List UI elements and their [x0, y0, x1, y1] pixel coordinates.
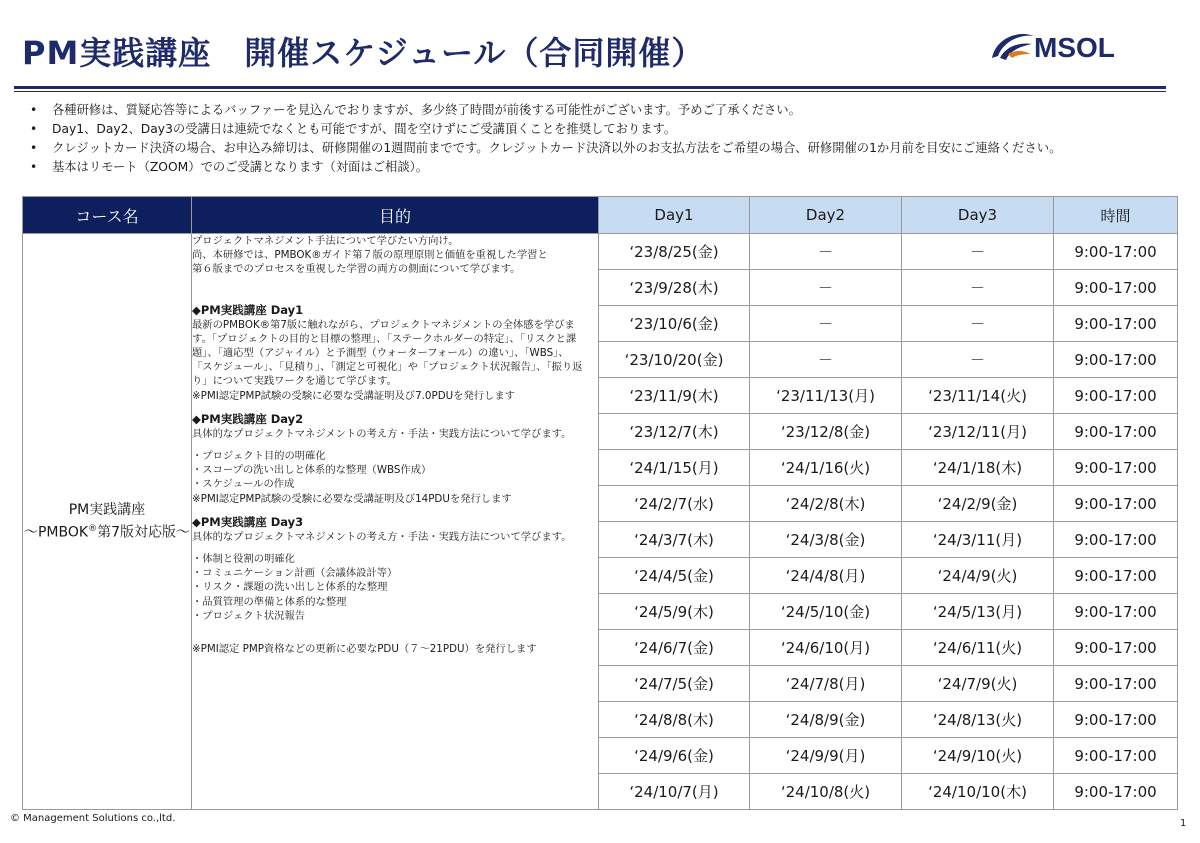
day3-date: ‘24/8/13(火) — [902, 702, 1054, 738]
purpose-cell — [192, 234, 599, 810]
page-number: 1 — [1180, 818, 1187, 829]
day1-date: ‘24/2/7(水) — [599, 486, 750, 522]
day1-date: ‘24/4/5(金) — [599, 558, 750, 594]
session-time: 9:00-17:00 — [1054, 702, 1178, 738]
logo-wordmark: MSOL — [1034, 32, 1115, 63]
session-time: 9:00-17:00 — [1054, 666, 1178, 702]
day2-date: ‘24/6/10(月) — [750, 630, 902, 666]
course-name: PM実践講座 — [68, 501, 146, 518]
day3-date: ‘24/7/9(火) — [902, 666, 1054, 702]
day2-date: ‘24/3/8(金) — [750, 522, 902, 558]
day2-date: ‘24/4/8(月) — [750, 558, 902, 594]
schedule-table — [22, 196, 1178, 810]
day1-date: ‘23/9/28(木) — [599, 270, 750, 306]
day3-date: － — [902, 306, 1054, 342]
purpose-intro-line: 尚、本研修では、PMBOK®ガイド第７版の原理原則と価値を重視した学習と — [192, 249, 548, 262]
session-time: 9:00-17:00 — [1054, 450, 1178, 486]
day2-date: － — [750, 270, 902, 306]
session-time: 9:00-17:00 — [1054, 234, 1178, 270]
day2-date: － — [750, 306, 902, 342]
day2-description: 具体的なプロジェクトマネジメントの考え方・手法・実践方法について学びます。 — [192, 427, 572, 440]
day1-line: 題」、「適応型（アジャイル）と予測型（ウォーターフォール）の違い」、「WBS」、 — [192, 347, 569, 360]
header-course: コース名 — [23, 197, 192, 234]
session-time: 9:00-17:00 — [1054, 774, 1178, 810]
day1-date: ‘23/10/6(金) — [599, 306, 750, 342]
header-day3: Day3 — [902, 197, 1054, 234]
header-day2: Day2 — [750, 197, 902, 234]
day2-item: ※PMI認定PMP試験の受験に必要な受講証明及び14PDUを発行します — [192, 492, 512, 505]
note-item: • Day1、Day2、Day3の受講日は連続でなくとも可能ですが、間を空けずにご受講頂くことを推奨しております。 — [30, 120, 1061, 139]
swoosh-logo-icon — [988, 28, 1036, 68]
header-day1: Day1 — [599, 197, 750, 234]
day3-date: ‘24/3/11(月) — [902, 522, 1054, 558]
purpose-intro-line: 第６版までのプロセスを重視した学習の両方の側面について学びます。 — [192, 263, 521, 276]
session-time: 9:00-17:00 — [1054, 594, 1178, 630]
day3-item: ・コミュニケーション計画（会議体設計等） — [192, 567, 398, 580]
day1-date: ‘24/10/7(月) — [599, 774, 750, 810]
day2-date: － — [750, 342, 902, 378]
table-row — [23, 234, 1178, 270]
day1-date: ‘23/11/9(木) — [599, 378, 750, 414]
session-time: 9:00-17:00 — [1054, 414, 1178, 450]
day3-date: － — [902, 234, 1054, 270]
day2-date: ‘24/1/16(火) — [750, 450, 902, 486]
session-time: 9:00-17:00 — [1054, 738, 1178, 774]
day1-date: ‘23/8/25(金) — [599, 234, 750, 270]
course-subtitle: ～PMBOK®第7版対応版～ — [23, 523, 190, 541]
day2-date: ‘24/10/8(火) — [750, 774, 902, 810]
day1-date: ‘24/6/7(金) — [599, 630, 750, 666]
day3-item: ・品質管理の準備と体系的な整理 — [192, 595, 347, 608]
day3-date: ‘24/9/10(火) — [902, 738, 1054, 774]
header-rule-thin — [14, 91, 1166, 92]
day2-date: ‘24/8/9(金) — [750, 702, 902, 738]
session-time: 9:00-17:00 — [1054, 270, 1178, 306]
day1-line: す。「プロジェクトの目的と目標の整理」、「ステークホルダーの特定」、「リスクと課 — [192, 332, 577, 345]
day1-line: ※PMI認定PMP試験の受験に必要な受講証明及び7.0PDUを発行します — [192, 389, 515, 402]
day3-date: ‘23/12/11(月) — [902, 414, 1054, 450]
session-time: 9:00-17:00 — [1054, 378, 1178, 414]
day1-line: り」について実践ワークを通じて学びます。 — [192, 375, 397, 388]
day2-date: － — [750, 234, 902, 270]
day1-date: ‘24/7/5(金) — [599, 666, 750, 702]
day3-date: － — [902, 270, 1054, 306]
day1-line: 「スケジュール」、「見積り」、「測定と可視化」や「プロジェクト状況報告」、「振り返 — [192, 361, 583, 374]
day3-item: ・リスク・課題の洗い出しと体系的な整理 — [192, 581, 388, 594]
course-name-cell — [23, 234, 192, 810]
day3-date: ‘24/1/18(木) — [902, 450, 1054, 486]
day3-date: ‘24/10/10(木) — [902, 774, 1054, 810]
note-item: • 基本はリモート（ZOOM）でのご受講となります（対面はご相談）。 — [30, 158, 1061, 177]
header-time: 時間 — [1054, 197, 1178, 234]
day2-date: ‘23/11/13(月) — [750, 378, 902, 414]
purpose-intro-line: プロジェクトマネジメント手法について学びたい方向け。 — [192, 235, 459, 247]
company-logo — [988, 28, 1168, 72]
day1-line: 最新のPMBOK®第7版に触れながら、プロジェクトマネジメントの全体感を学びま — [192, 318, 575, 331]
purpose-footnote: ※PMI認定 PMP資格などの更新に必要なPDU（７～21PDU）を発行します — [192, 643, 537, 656]
day3-date: ‘23/11/14(火) — [902, 378, 1054, 414]
copyright: © Management Solutions co.,ltd. — [10, 813, 176, 824]
day2-date: ‘24/2/8(木) — [750, 486, 902, 522]
session-time: 9:00-17:00 — [1054, 342, 1178, 378]
day1-date: ‘24/3/7(木) — [599, 522, 750, 558]
header-purpose: 目的 — [192, 197, 599, 234]
table-header-row — [23, 197, 1178, 234]
day3-description: 具体的なプロジェクトマネジメントの考え方・手法・実践方法について学びます。 — [192, 530, 572, 543]
day2-item: ・スコープの洗い出しと体系的な整理（WBS作成） — [192, 464, 432, 477]
page-title: PM実践講座 開催スケジュール（合同開催） — [22, 34, 705, 72]
header-rule-thick — [14, 86, 1166, 89]
day3-date: － — [902, 342, 1054, 378]
day2-heading: ◆PM実践講座 Day2 — [192, 411, 304, 426]
day3-date: ‘24/4/9(火) — [902, 558, 1054, 594]
session-time: 9:00-17:00 — [1054, 558, 1178, 594]
day2-date: ‘24/7/8(月) — [750, 666, 902, 702]
day2-item: ・スケジュールの作成 — [192, 478, 295, 491]
day3-date: ‘24/6/11(火) — [902, 630, 1054, 666]
day2-date: ‘24/5/10(金) — [750, 594, 902, 630]
day2-date: ‘23/12/8(金) — [750, 414, 902, 450]
notes-list — [30, 101, 1061, 177]
session-time: 9:00-17:00 — [1054, 486, 1178, 522]
session-time: 9:00-17:00 — [1054, 306, 1178, 342]
session-time: 9:00-17:00 — [1054, 522, 1178, 558]
day3-date: ‘24/5/13(月) — [902, 594, 1054, 630]
day1-heading: ◆PM実践講座 Day1 — [192, 302, 304, 317]
day1-date: ‘23/12/7(木) — [599, 414, 750, 450]
day1-date: ‘24/5/9(木) — [599, 594, 750, 630]
day2-item: ・プロジェクト目的の明確化 — [192, 450, 326, 463]
session-time: 9:00-17:00 — [1054, 630, 1178, 666]
day1-date: ‘24/9/6(金) — [599, 738, 750, 774]
note-item: • 各種研修は、質疑応答等によるバッファーを見込んでおりますが、多少終了時間が前後する可能性がございます。予めご了承ください。 — [30, 101, 1061, 120]
day3-date: ‘24/2/9(金) — [902, 486, 1054, 522]
day1-date: ‘24/8/8(木) — [599, 702, 750, 738]
day2-date: ‘24/9/9(月) — [750, 738, 902, 774]
day3-item: ・体制と役割の明確化 — [192, 553, 295, 566]
day1-date: ‘24/1/15(月) — [599, 450, 750, 486]
day1-date: ‘23/10/20(金) — [599, 342, 750, 378]
note-item: • クレジットカード決済の場合、お申込み締切は、研修開催の1週間前までです。クレジットカード決済以外のお支払方法をご希望の場合、研修開催の1か月前を目安にご連絡ください。 — [30, 139, 1061, 158]
day3-heading: ◆PM実践講座 Day3 — [192, 514, 304, 529]
day3-item: ・プロジェクト状況報告 — [192, 609, 306, 622]
